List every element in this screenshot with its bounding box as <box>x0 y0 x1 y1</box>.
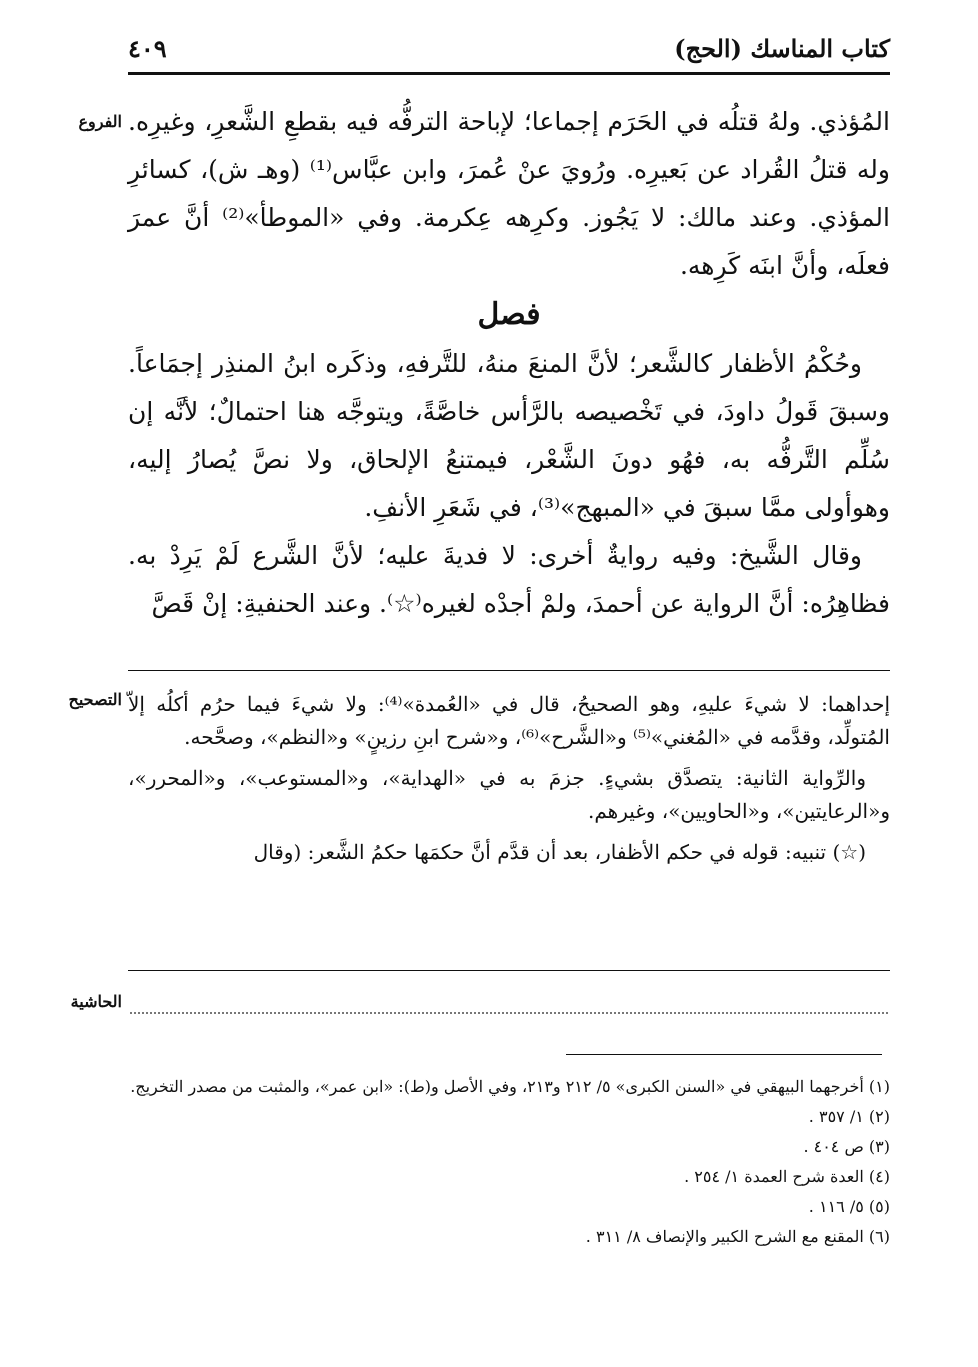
footnote: (٦) المقنع مع الشرح الكبير والإنصاف ٨/ ٣١١ . <box>585 1227 890 1246</box>
footnote: (٥) ٥/ ١١٦ . <box>808 1197 890 1216</box>
tashih-paragraph: إحداهما: لا شيءَ عليهِ، وهو الصحيحُ، قال في «العُمدة»⁽⁴⁾: ولا شيءَ فيما حرُم أكلُه إلاّ المُتولِّد، وقدَّمه في «المُغني»⁽⁵⁾ و«الشَّرح»⁽⁶⁾، و«شرح ابنِ رزينٍ» و«النظم»، وصحَّحه. <box>128 692 891 749</box>
section-divider <box>128 670 890 671</box>
side-label-tashih: التصحيح <box>68 690 122 709</box>
main-text <box>128 98 890 628</box>
main-paragraph: المُؤذي. ولهُ قتلُه في الحَرَم إجماعا؛ لإباحة الترفُّه فيه بقطعِ الشَّعرِ، وغيرِه. وله قتلُ القُراد عن بَعيرِه. ورُويَ عنْ عُمرَ، وابن عبَّاس⁽¹⁾ (وهـ ش)، كسائرِ المؤذي. وعند مالك: لا يَجُوز. وكرِهه عِكرمة. وفي «الموطأ»⁽²⁾ أنَّ عمرَ فعلَه، وأنَّ ابنَه كَرِهه. <box>128 107 890 280</box>
footnote: (١) أخرجهما البيهقي في «السنن الكبرى» ٥/ ٢١٢ و٢١٣، وفي الأصل و(ط): «ابن عمر»، والمثبت من مصدر التخريج. <box>130 1077 890 1096</box>
side-label-hashiya: الحاشية <box>70 992 122 1011</box>
hashiya-dotted-line <box>130 1012 888 1014</box>
running-title: كتاب المناسك (الحج) <box>674 34 890 63</box>
page-number: ٤٠٩ <box>128 34 167 63</box>
header-rule <box>128 72 890 75</box>
footnote: (٢) ١/ ٣٥٧ . <box>808 1107 890 1126</box>
tashih-paragraph: (☆) تنبيه: قوله في حكم الأظفار، بعد أن قدَّم أنَّ حكمَها حكمُ الشَّعر: (وقال <box>253 840 866 864</box>
footnote-rule <box>566 1054 882 1055</box>
side-label-furu: الفروع <box>78 112 122 131</box>
tashih-text <box>128 688 890 877</box>
footnote: (٤) العدة شرح العمدة ١/ ٢٥٤ . <box>684 1167 890 1186</box>
footnote: (٣) ص ٤٠٤ . <box>803 1137 890 1156</box>
main-paragraph: وحُكْمُ الأظفار كالشَّعر؛ لأنَّ المنعَ منهُ، للتَّرفهِ، وذكَره ابنُ المنذِر إجمَاعاً. وسبقَ قَولُ داودَ، في تَخْصيصه بالرَّأس خاصَّةً، ويتوجَّه هنا احتمالٌ؛ لأنَّه إن سُلِّم التَّرفُّه به، فهُو دونَ الشَّعْر، فيمتنعُ الإلحاق، ولا نصَّ يُصارُ إليه، وهوأولى ممَّا سبقَ في «المبهج»⁽³⁾، في شَعَرِ الأنفِ. <box>128 349 890 522</box>
page-header <box>128 34 890 70</box>
section-divider <box>128 970 890 971</box>
main-paragraph: وقال الشَّيخ: وفيه روايةٌ أخرى: لا فديةَ عليه؛ لأنَّ الشَّرع لَمْ يَرِدْ به. فظاهِرُه: أنَّ الرواية عن أحمدَ، ولمْ أجدْه لغيره⁽☆⁾. وعند الحنفيةِ: إنْ قَصَّ <box>128 541 890 618</box>
section-title: فصل <box>477 297 541 332</box>
footnotes <box>128 1072 890 1252</box>
tashih-paragraph: والرِّواية الثانية: يتصدَّق بشيءٍ. جزمَ به في «الهداية»، و«المستوعب»، و«المحرر»، و«الرعايتين»، و«الحاويين»، وغيرهم. <box>128 766 890 823</box>
